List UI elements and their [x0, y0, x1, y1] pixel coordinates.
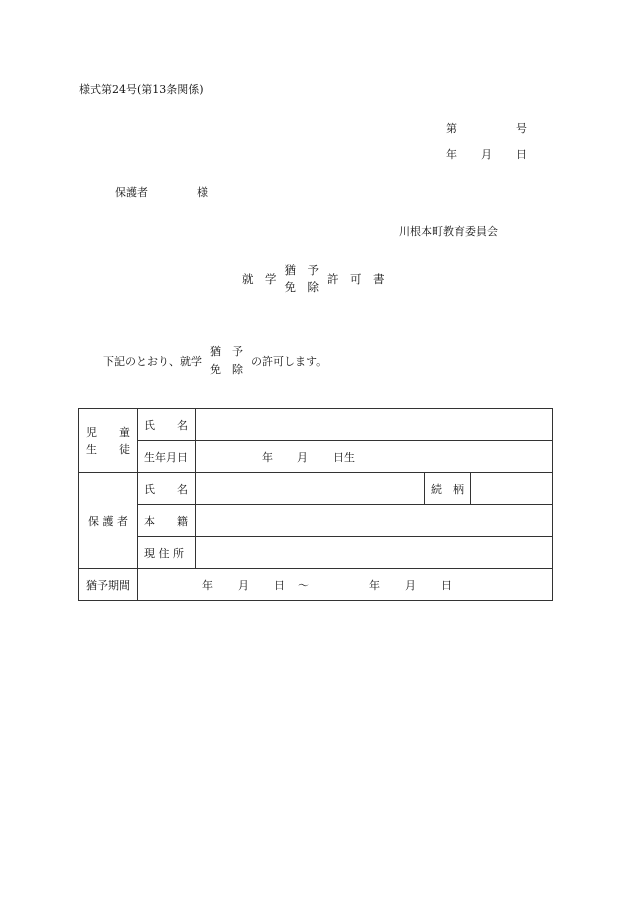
- period-month-start: 月: [238, 578, 249, 592]
- period-month-end: 月: [405, 578, 416, 592]
- permit-form-table: [78, 408, 553, 601]
- birth-day-unit: 日生: [333, 450, 355, 464]
- birth-date-field[interactable]: [196, 441, 553, 473]
- period-tilde: ～: [298, 578, 309, 592]
- title-option-top: 猶 予: [284, 263, 319, 277]
- addressee-honorific: 様: [197, 186, 208, 199]
- student-label-line1: 児 童: [86, 425, 130, 439]
- title-part1: 就 学: [242, 272, 277, 286]
- body-option-top: 猶 予: [210, 345, 243, 358]
- table-row-student-birth: [79, 441, 553, 473]
- title-options: [285, 262, 320, 296]
- doc-number-prefix: 第: [446, 122, 457, 135]
- domicile-label: 本 籍: [138, 505, 196, 537]
- body-options: [210, 343, 243, 379]
- period-label: 猶予期間: [79, 569, 138, 601]
- period-year-end: 年: [369, 578, 380, 592]
- birth-month-unit: 月: [297, 450, 308, 464]
- table-row-guardian-name: [79, 473, 553, 505]
- student-name-label: 氏 名: [138, 409, 196, 441]
- doc-number-suffix: 号: [516, 122, 527, 135]
- student-label-line2: 生 徒: [86, 442, 130, 456]
- table-row-student-name: [79, 409, 553, 441]
- body-sentence: [103, 343, 327, 379]
- birth-year-unit: 年: [262, 450, 273, 464]
- date-year: 年: [446, 148, 457, 161]
- body-text-before: 下記のとおり、就学: [103, 355, 202, 368]
- guardian-label: 保 護 者: [79, 473, 138, 569]
- period-day-start: 日: [274, 578, 285, 592]
- body-text-after: の許可します。: [251, 355, 328, 368]
- title-part2: 許 可 書: [327, 272, 385, 286]
- guardian-name-label: 氏 名: [138, 473, 196, 505]
- birth-date-label: 生年月日: [138, 441, 196, 473]
- relation-label: 続 柄: [425, 473, 471, 505]
- body-option-bottom: 免 除: [210, 363, 243, 376]
- guardian-name-field[interactable]: [196, 473, 425, 505]
- period-field[interactable]: [138, 569, 553, 601]
- domicile-field[interactable]: [196, 505, 553, 537]
- issuer-name: 川根本町教育委員会: [399, 225, 498, 238]
- period-year-start: 年: [202, 578, 213, 592]
- table-row-domicile: [79, 505, 553, 537]
- address-field[interactable]: [196, 537, 553, 569]
- table-row-address: [79, 537, 553, 569]
- document-title: [242, 262, 385, 296]
- title-option-bottom: 免 除: [284, 280, 319, 294]
- table-row-period: [79, 569, 553, 601]
- address-label: 現 住 所: [138, 537, 196, 569]
- student-name-field[interactable]: [196, 409, 553, 441]
- relation-field[interactable]: [471, 473, 553, 505]
- student-label: [79, 409, 138, 473]
- addressee-label: 保護者: [115, 186, 148, 199]
- date-month: 月: [481, 148, 492, 161]
- form-number: 様式第24号(第13条関係): [79, 83, 204, 96]
- date-day: 日: [516, 148, 527, 161]
- period-day-end: 日: [441, 578, 452, 592]
